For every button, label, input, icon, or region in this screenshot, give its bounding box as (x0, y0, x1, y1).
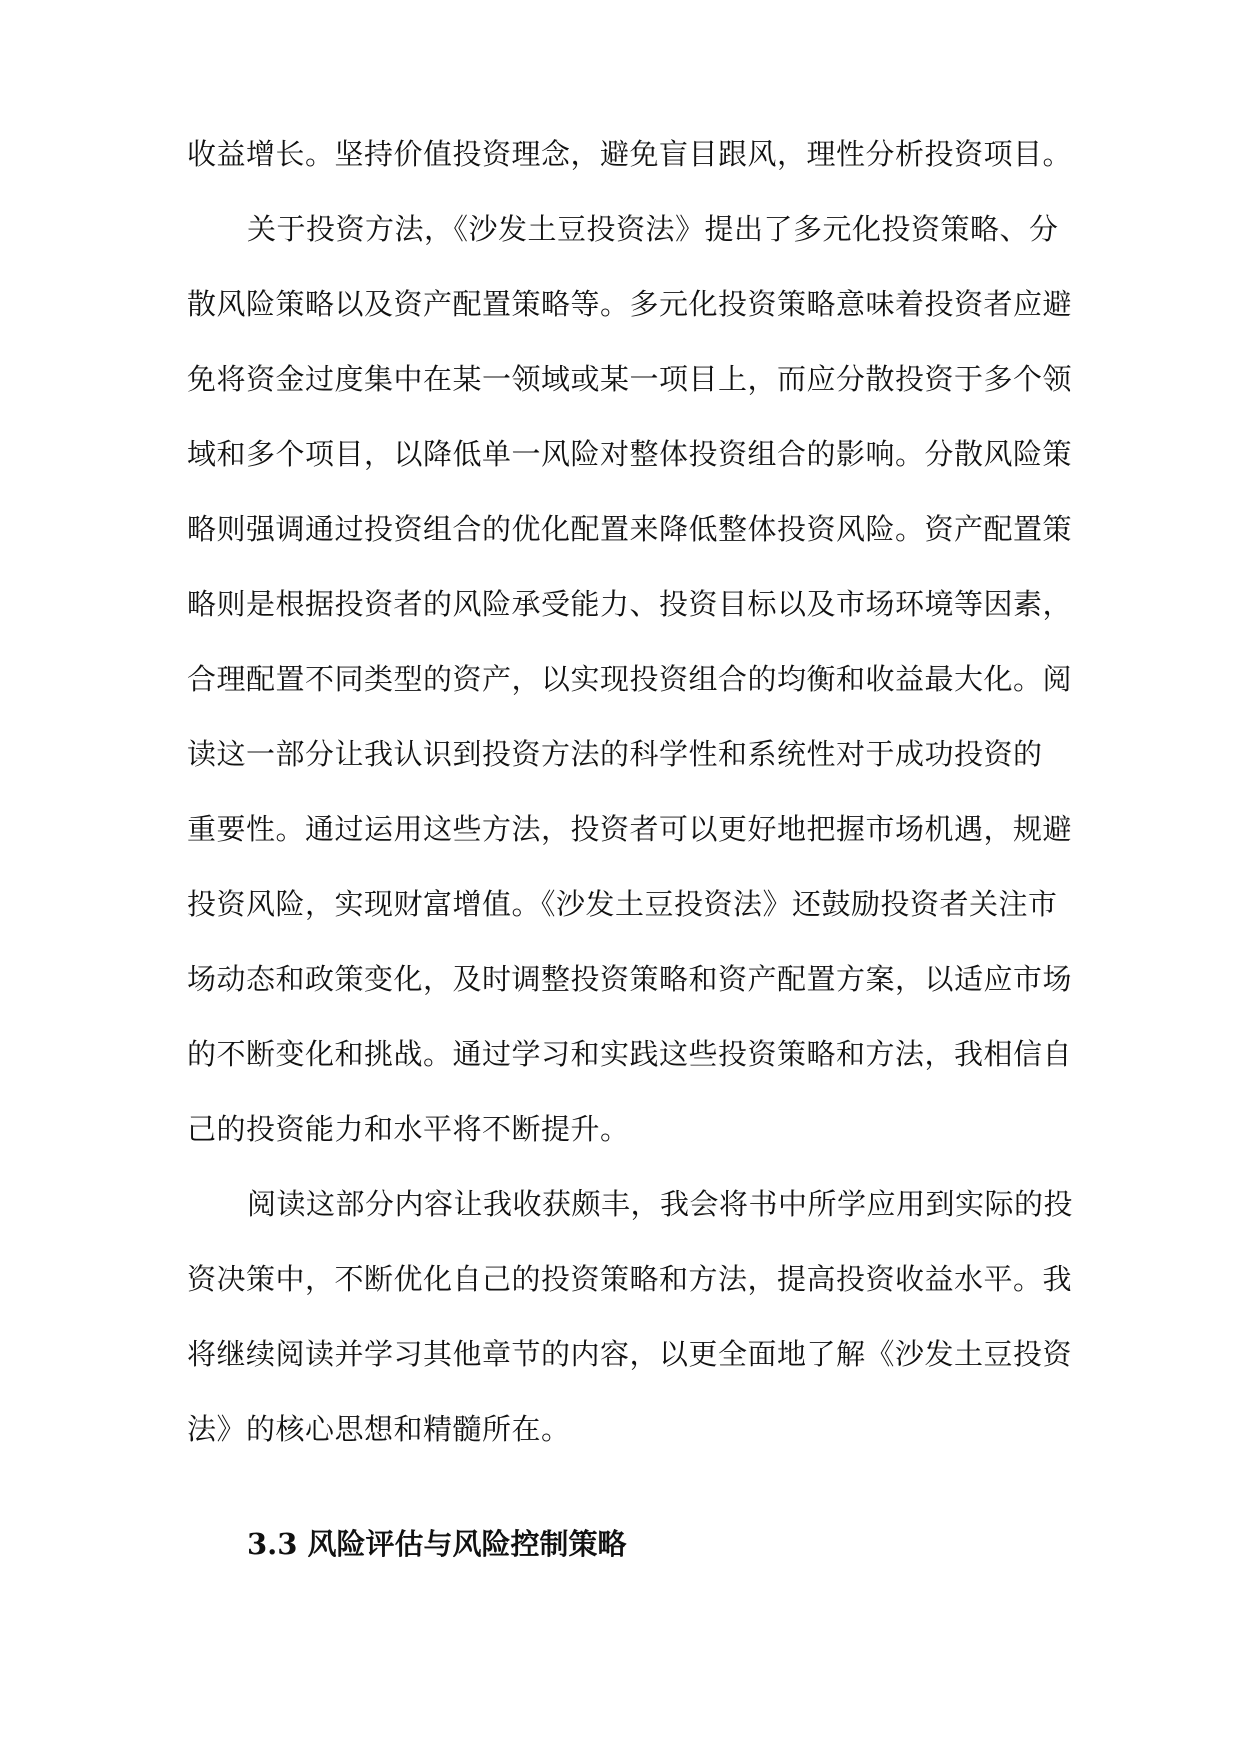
section-heading: 3.3 风险评估与风险控制策略 (247, 1527, 627, 1561)
text-line-content: 投资风险，实现财富增值。《沙发土豆投资法》还鼓励投资者关注市 (187, 887, 1058, 921)
text-line-content: 资决策中，不断优化自己的投资策略和方法，提高投资收益水平。我 (187, 1262, 1073, 1296)
text-line-content: 阅读这部分内容让我收获颇丰，我会将书中所学应用到实际的投 (247, 1187, 1074, 1221)
text-line-content: 法》的核心思想和精髓所在。 (187, 1412, 571, 1446)
text-line-content: 重要性。通过运用这些方法，投资者可以更好地把握市场机遇，规避 (187, 812, 1073, 846)
text-line-content: 己的投资能力和水平将不断提升。 (187, 1112, 630, 1146)
text-line-content: 免将资金过度集中在某一领域或某一项目上，而应分散投资于多个领 (187, 362, 1073, 396)
text-line-content: 略则是根据投资者的风险承受能力、投资目标以及市场环境等因素， (187, 587, 1073, 621)
text-line-content: 域和多个项目，以降低单一风险对整体投资组合的影响。分散风险策 (187, 437, 1073, 471)
text-line-content: 散风险策略以及资产配置策略等。多元化投资策略意味着投资者应避 (187, 287, 1073, 321)
text-line-content: 场动态和政策变化，及时调整投资策略和资产配置方案，以适应市场 (187, 962, 1073, 996)
text-line-content: 的不断变化和挑战。通过学习和实践这些投资策略和方法，我相信自 (187, 1037, 1073, 1071)
text-line-content: 合理配置不同类型的资产，以实现投资组合的均衡和收益最大化。阅 (187, 662, 1073, 696)
text-line-content: 关于投资方法，《沙发土豆投资法》提出了多元化投资策略、分 (247, 212, 1059, 246)
text-line-content: 收益增长。坚持价值投资理念，避免盲目跟风，理性分析投资项目。 (187, 137, 1073, 171)
text-line-content: 略则强调通过投资组合的优化配置来降低整体投资风险。资产配置策 (187, 512, 1073, 546)
text-line-content: 将继续阅读并学习其他章节的内容，以更全面地了解《沙发土豆投资 (187, 1337, 1073, 1371)
text-line-content: 读这一部分让我认识到投资方法的科学性和系统性对于成功投资的 (187, 737, 1043, 771)
